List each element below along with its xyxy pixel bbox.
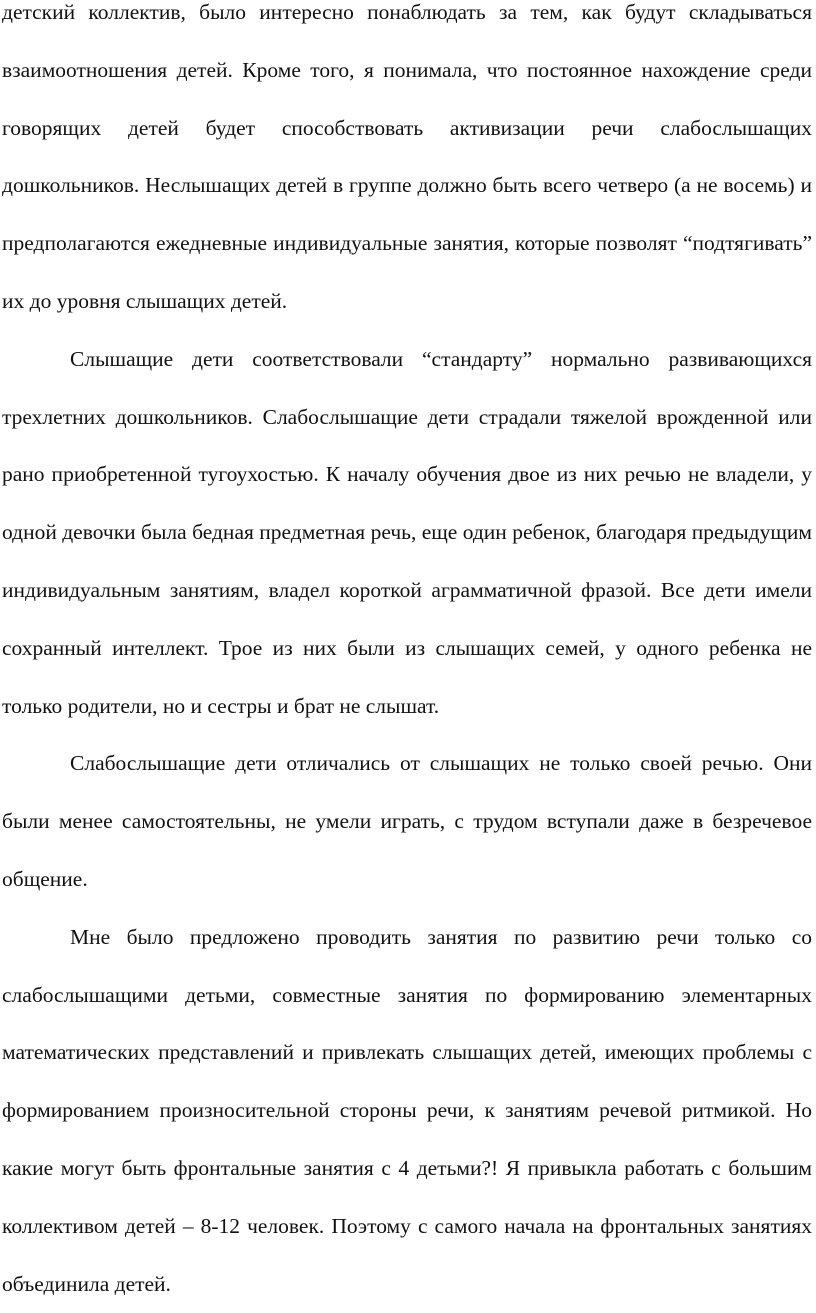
paragraph-3: Слабослышащие дети отличались от слышащих не только своей речью. Они были менее самостоятельны, не умели играть, с трудом вступали даже в безречевое общение. [2,751,812,891]
paragraph-4: Мне было предложено проводить занятия по развитию речи только со слабослышащими детьми, совместные занятия по формированию элементарных математических представлений и привлекать слышащих детей, имеющих проблемы с формированием произносительной стороны речи, к занятиям речевой ритмикой. Но какие могут быть фронтальные занятия с 4 детьми?! Я привыкла работать с большим коллективом детей – 8-12 человек. Поэтому с самого начала на фронтальных занятиях объединила детей. [2,924,812,1296]
paragraph-2: Слышащие дети соответствовали “стандарту” нормально развивающихся трехлетних дошкольников. Слабослышащие дети страдали тяжелой врожденной или рано приобретенной тугоухостью. К началу обучения двое из них речью не владели, у одной девочки была бедная предметная речь, еще один ребенок, благодаря предыдущим индивидуальным занятиям, владел короткой аграмматичной фразой. Все дети имели сохранный интеллект. Трое из них были из слышащих семей, у одного ребенка не только родители, но и сестры и брат не слышат. [2,346,812,718]
paragraph-1: детский коллектив, было интересно понаблюдать за тем, как будут складываться взаимоотношения детей. Кроме того, я понимала, что постоянное нахождение среди говорящих детей будет способствовать активизации речи слабослышащих дошкольников. Неслышащих детей в группе должно быть всего четверо (а не восемь) и предполагаются ежедневные индивидуальные занятия, которые позволят “подтягивать” их до уровня слышащих детей. [2,0,812,313]
